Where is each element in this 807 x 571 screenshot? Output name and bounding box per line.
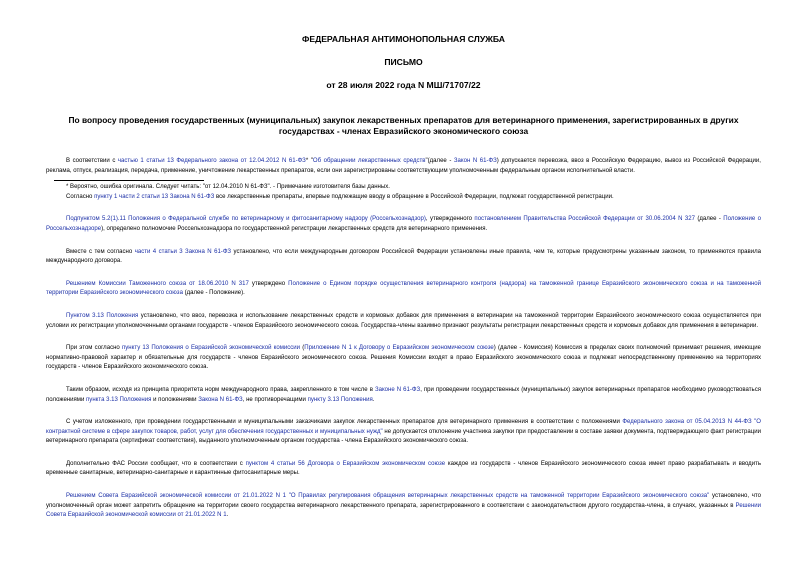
link-eec-council-decision[interactable]: Решением Совета Евразийской экономической комиссии от 21.01.2022 N 1 "О Правилах регулирования обращения ветеринарных лекарственных средств на таможенной территории Евразийского экономического союза" (66, 493, 710, 500)
footnote-divider (54, 180, 204, 181)
paragraph-11: Решением Совета Евразийской экономической комиссии от 21.01.2022 N 1 "О Правилах регулирования обращения ветеринарных лекарственных средств на таможенной территории Евразийского экономического союза" установлено, что уполномоченный орган может запретить обращение на территории своего государства ветеринарного лекарственного препарата, зарегистрированного в соответствии с законодательством другого государства-члена, в случаях, указанных в Решении Совета Евразийской экономической комиссии от 21.01.2022 N 1. (46, 493, 762, 519)
paragraph-2: Согласно пункту 1 части 2 статьи 13 Закона N 61-ФЗ все лекарственные препараты, впервые подлежащие вводу в обращение в Российской Федерации, подлежат государственной регистрации. (66, 193, 614, 200)
link-law-61fz-short[interactable]: Закон N 61-ФЗ (453, 158, 497, 164)
link-law-61fz-art13[interactable]: частью 1 статьи 13 Федерального закона от 12.04.2012 N 61-ФЗ (117, 158, 306, 164)
link-law-61fz-p8b[interactable]: Закона N 61-ФЗ (198, 396, 243, 403)
link-art13-part2[interactable]: пункту 1 части 2 статьи 13 Закона N 61-ФЗ (94, 193, 215, 200)
footnote: * Вероятно, ошибка оригинала. Следует читать: "от 12.04.2010 N 61-ФЗ". - Примечание изготовителя базы данных. (66, 184, 390, 191)
paragraph-5: Решением Комиссии Таможенного союза от 18.06.2010 N 317 утверждено Положение о Едином порядке осуществления ветеринарного контроля (надзора) на таможенной границе Евразийского экономического союза и на таможенной территории Евразийского экономического союза (далее - Положение). (46, 280, 761, 297)
paragraph-8: Таким образом, исходя из принципа приоритета норм международного права, закрепленного в том числе в Законе N 61-ФЗ, при проведении государственных (муниципальных) закупок ветеринарных препаратов необходимо руководствоваться положениями пункта 3.13 Положения и положениями Закона N 61-ФЗ, не противоречащими пункту 3.13 Положения. (46, 386, 761, 403)
paragraph-4: Вместе с тем согласно части 4 статьи 3 Закона N 61-ФЗ установлено, что если международным договором Российской Федерации установлены иные правила, чем те, которые предусмотрены указанным законом, то применяются правила международного договора. (46, 248, 762, 265)
paragraph-6: Пунктом 3.13 Положения установлено, что ввоз, перевозка и использование лекарственных средств и кормовых добавок для применения в ветеринарии на таможенной территории Евразийского экономического союза осуществляется при условии их регистрации уполномоченными органами государств - членов Евразийского экономического союза. Государства-члены взаимно признают результаты регистрации лекарственных средств и кормовых добавок для применения в ветеринарии. (46, 312, 761, 329)
link-rosselkhoznadzor-provision[interactable]: Положение о Россельхознадзоре (46, 216, 761, 232)
link-vet-control-provision[interactable]: Положение о Едином порядке осуществления ветеринарного контроля (надзора) на таможенной границе Евразийского экономического союза и на таможенной территории Евразийского экономического союза (46, 280, 761, 297)
link-law-44fz[interactable]: Федерального закона от 05.04.2013 N 44-ФЗ "О контрактной системе в сфере закупок товаров, работ, услуг для обеспечения государственных и муниципальных нужд" (46, 419, 761, 435)
doc-type: ПИСЬМО (384, 57, 423, 67)
link-point-3-13-c[interactable]: пункту 3.13 Положения (307, 396, 373, 403)
doc-date: от 28 июля 2022 года N МШ/71707/22 (326, 80, 481, 90)
link-art3-part4[interactable]: части 4 статьи 3 Закона N 61-ФЗ (134, 248, 232, 255)
paragraph-1: В соответствии с частью 1 статьи 13 Федерального закона от 12.04.2012 N 61-ФЗ* "Об обращении лекарственных средств"(далее - Закон N 61-ФЗ) допускается перевозка, ввоз в Российскую Федерацию, вывоз из Российской Федерации, реклама, отпуск, реализация, передача, применение, уничтожение лекарственных препаратов, если они зарегистрированы соответствующим уполномоченным федеральным органом исполнительной власти. (46, 158, 761, 174)
paragraph-10: Дополнительно ФАС России сообщает, что в соответствии с пунктом 4 статьи 56 Договора о Евразийском экономическом союзе каждое из государств - членов Евразийского экономического союза имеет право разрабатывать и вводить временные санитарные, ветеринарно-санитарные и карантинные фитосанитарные меры. (46, 460, 762, 477)
link-customs-commission-decision[interactable]: Решением Комиссии Таможенного союза от 18.06.2010 N 317 (66, 280, 249, 287)
doc-title: По вопросу проведения государственных (муниципальных) закупок лекарственных препаратов для ветеринарного применения, зарегистрированных в других государствах - членах Евразийского экономического союза (68, 115, 739, 136)
paragraph-9: С учетом изложенного, при проведении государственными и муниципальными заказчиками закупок лекарственных препаратов для ветеринарного применения в соответствии с положениями Федерального закона от 05.04.2013 N 44-ФЗ "О контрактной системе в сфере закупок товаров, работ, услуг для обеспечения государственных и муниципальных нужд" не допускается отклонение участника закупки при предоставлении в составе заявки документа, подтверждающего факт регистрации ветеринарного препарата (сертификат соответствия), выданного уполномоченным органом государства - члена Евразийского экономического союза. (46, 419, 761, 445)
link-government-decree[interactable]: постановлением Правительства Российской Федерации от 30.06.2004 N 327 (474, 216, 695, 223)
link-eec-point13[interactable]: пункту 13 Положения о Евразийской экономической комиссии (122, 345, 301, 352)
link-treaty-annex1[interactable]: Приложение N 1 к Договору о Евразийском экономическом союзе (304, 345, 494, 352)
paragraph-3: Подпунктом 5.2(1).11 Положения о Федеральной службе по ветеринарному и фитосанитарному надзору (Россельхознадзор), утвержденного постановлением Правительства Российской Федерации от 30.06.2004 N 327 (далее - Положение о Россельхознадзоре), определено полномочие Россельхознадзора по государственной регистрации лекарственных средств для ветеринарного применения. (46, 216, 761, 232)
link-eaeu-treaty-art56[interactable]: пунктом 4 статьи 56 Договора о Евразийском экономическом союзе (245, 460, 446, 467)
link-point-3-13[interactable]: Пунктом 3.13 Положения (66, 312, 139, 319)
agency-header: ФЕДЕРАЛЬНАЯ АНТИМОНОПОЛЬНАЯ СЛУЖБА (302, 34, 505, 44)
paragraph-7: При этом согласно пункту 13 Положения о Евразийской экономической комиссии (Приложение N 1 к Договору о Евразийском экономическом союзе) (далее - Комиссия) Комиссия в пределах своих полномочий принимает решения, имеющие нормативно-правовой характер и обязательные для государств - членов Евразийского экономического союза. Решения Комиссии входят в право Евразийского экономического союза и подлежат непосредственному применению на территориях государств - членов Евразийского экономического союза. (46, 345, 761, 371)
link-law-61fz-p8[interactable]: Законе N 61-ФЗ (374, 386, 421, 393)
link-eec-council-decision-b[interactable]: Решении Совета Евразийской экономической комиссии от 21.01.2022 N 1 (46, 502, 761, 519)
link-rosselkhoznadzor-regulation[interactable]: Подпунктом 5.2(1).11 Положения о Федеральной службе по ветеринарному и фитосанитарному надзору (Россельхознадзор) (66, 216, 426, 223)
link-law-medicines[interactable]: Об обращении лекарственных средств (312, 158, 426, 164)
link-point-3-13-b[interactable]: пункта 3.13 Положения (86, 396, 152, 403)
